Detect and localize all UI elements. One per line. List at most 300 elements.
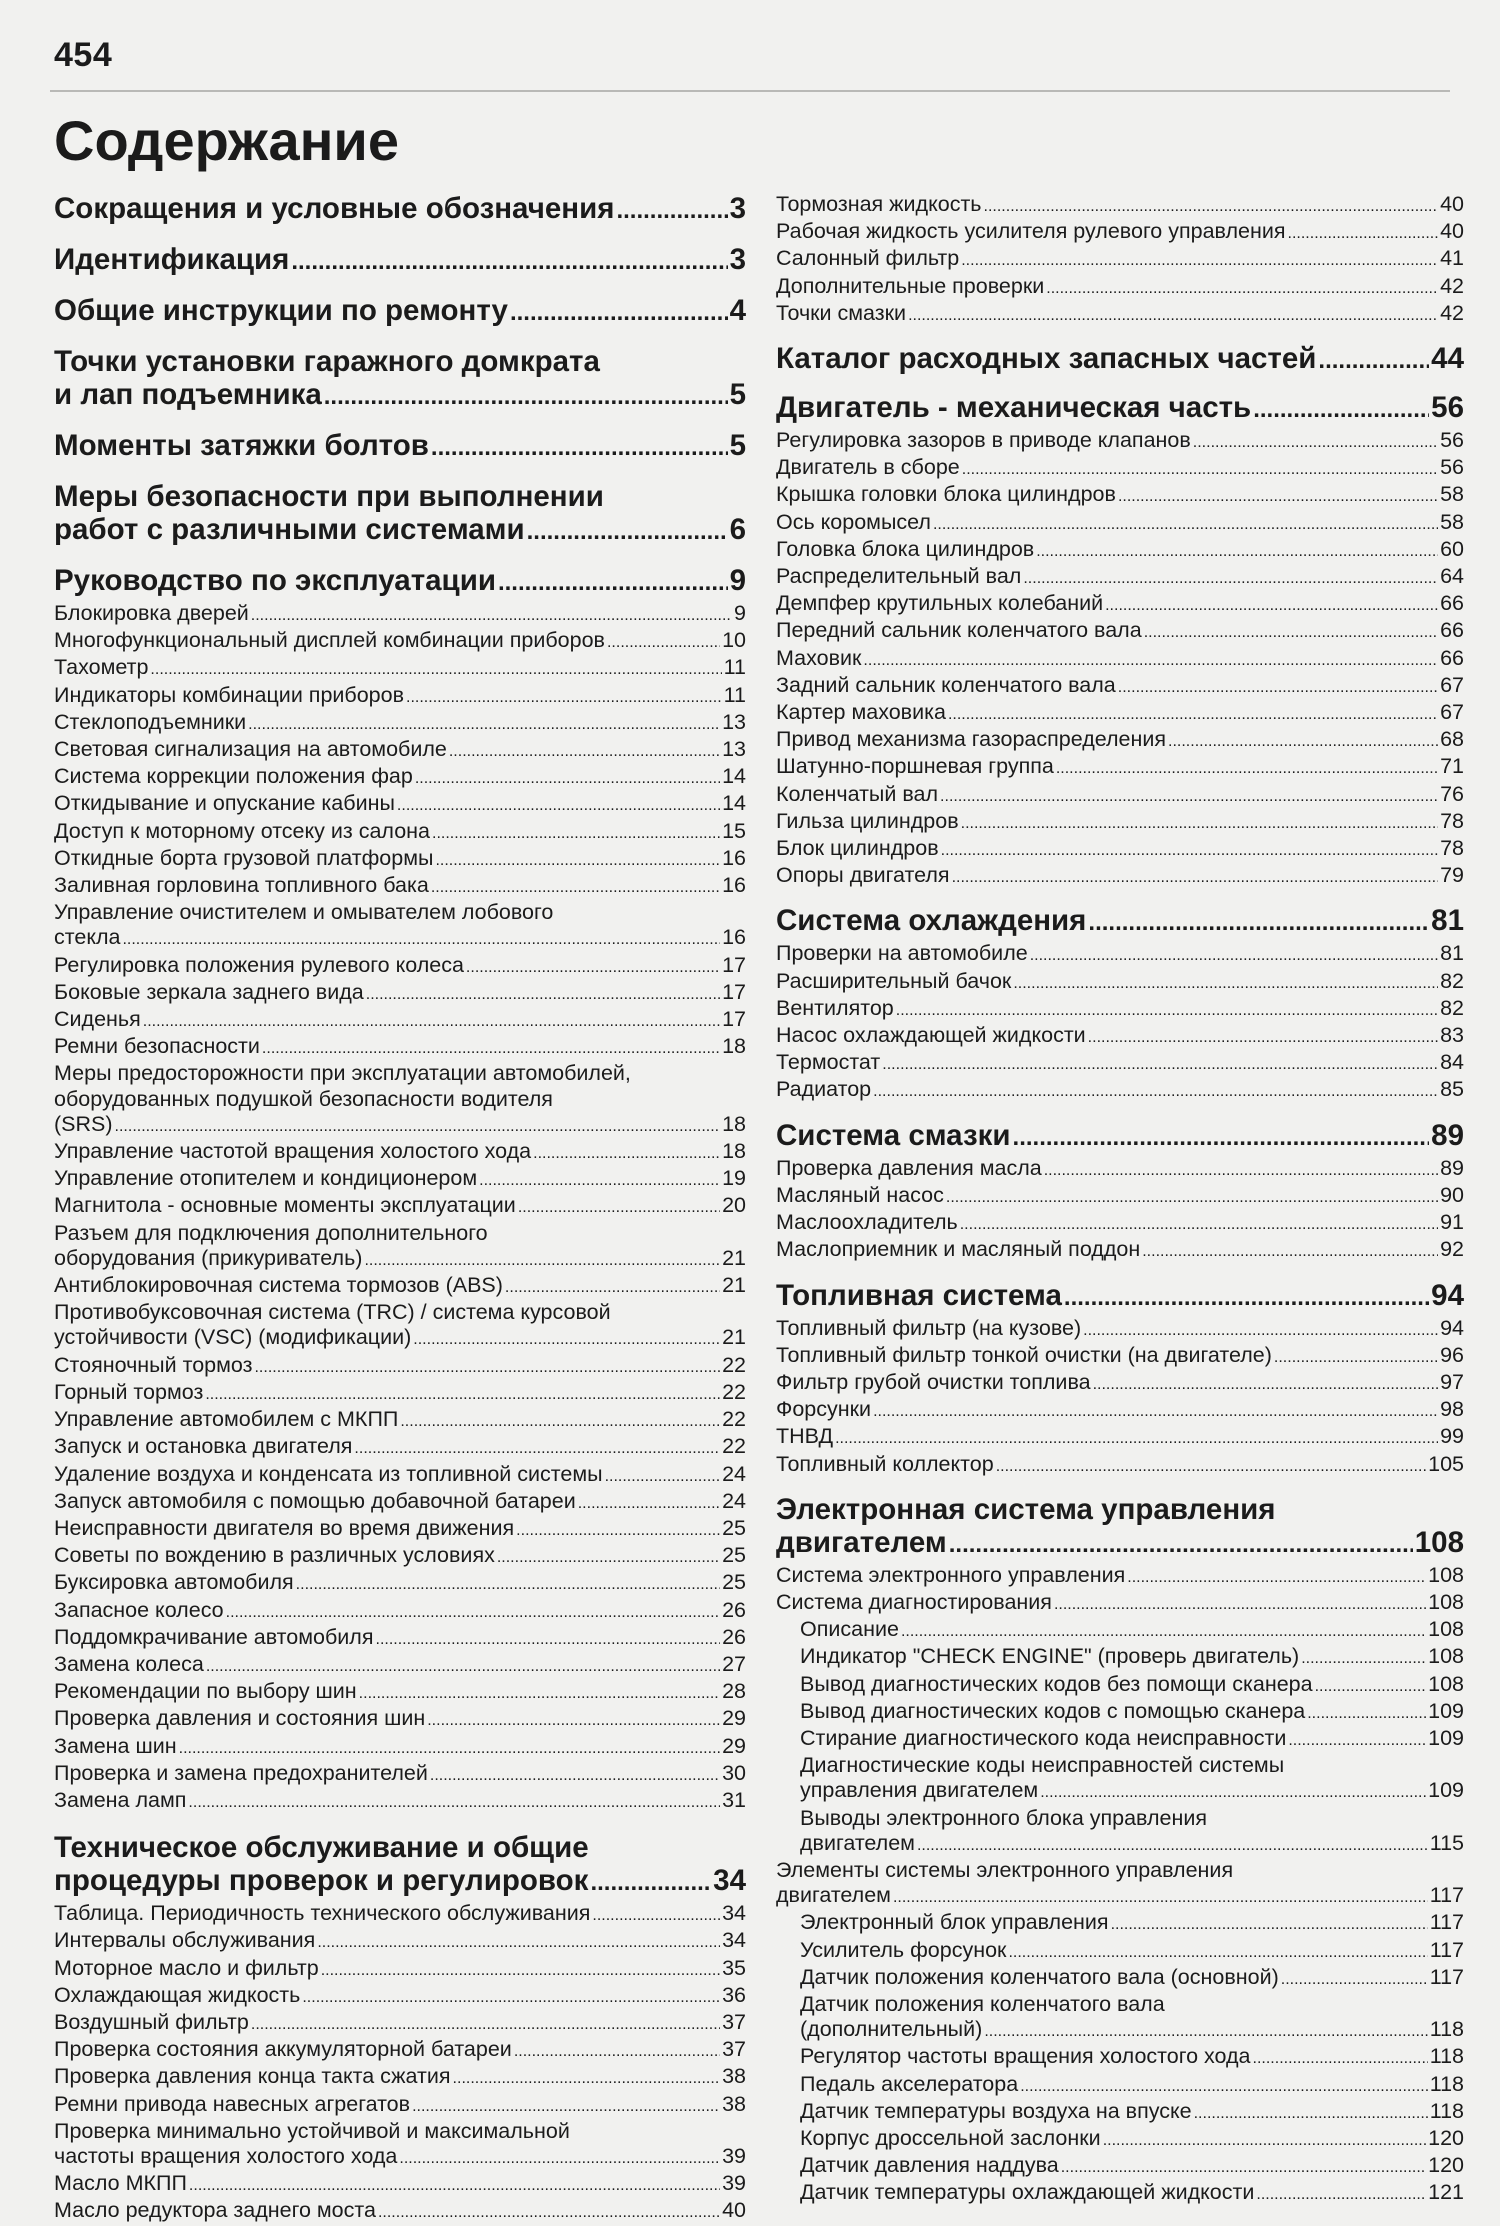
toc-item[interactable] (54, 980, 746, 1007)
toc-item[interactable] (54, 953, 746, 980)
toc-entry-row (54, 953, 746, 980)
toc-entry-row (54, 628, 746, 655)
toc-entry-row (54, 1139, 746, 1166)
toc-subitem[interactable] (776, 1726, 1464, 1753)
dot-leader (1168, 729, 1438, 754)
toc-page-number: 13 (722, 709, 746, 734)
toc-entry-row (54, 1928, 746, 1955)
toc-entry-title: Откидные борта грузовой платформы (54, 845, 434, 870)
toc-item[interactable] (54, 1061, 746, 1139)
dot-leader (251, 2012, 720, 2037)
toc-entry-row (776, 219, 1464, 246)
toc-item[interactable] (54, 1788, 746, 1815)
toc-entry-row (776, 1119, 1464, 1154)
toc-item[interactable] (776, 809, 1464, 836)
toc-entry-row (776, 482, 1464, 509)
toc-entry-row (800, 1965, 1464, 1992)
toc-entry-line: Электронная система управления (776, 1492, 1276, 1526)
toc-page-number: 29 (722, 1706, 746, 1731)
toc-item[interactable] (776, 1050, 1464, 1077)
dot-leader (1020, 2074, 1428, 2099)
dot-leader (1083, 1318, 1438, 1343)
toc-item[interactable] (776, 673, 1464, 700)
toc-entry-row (54, 710, 746, 737)
dot-leader (1194, 2101, 1428, 2126)
toc-item[interactable] (776, 700, 1464, 727)
toc-entry-row (776, 754, 1464, 781)
toc-item[interactable] (54, 683, 746, 710)
dot-leader (412, 2094, 720, 2119)
toc-section[interactable] (776, 1279, 1464, 1314)
toc-entry-title: Тормозная жидкость (776, 192, 982, 216)
toc-item[interactable] (776, 836, 1464, 863)
toc-entry-row (54, 1679, 746, 1706)
toc-subitem[interactable] (776, 1644, 1464, 1671)
toc-item[interactable] (54, 1734, 746, 1761)
toc-subitem[interactable] (776, 2099, 1464, 2126)
toc-item[interactable] (54, 2119, 746, 2171)
toc-entry-row (776, 1526, 1464, 1561)
toc-entry-title: Датчик температуры охлаждающей жидкости (800, 2180, 1255, 2205)
dot-leader (1013, 1121, 1430, 1154)
toc-entry-title: Заливная горловина топливного бака (54, 873, 429, 898)
toc-page-number: 19 (722, 1166, 746, 1191)
toc-entry-row (800, 1726, 1464, 1753)
toc-item[interactable] (54, 1489, 746, 1516)
toc-page-number: 68 (1440, 727, 1464, 752)
toc-item[interactable] (54, 1901, 746, 1928)
toc-entry-title: Привод механизма газораспределения (776, 727, 1167, 752)
toc-section[interactable] (54, 345, 746, 413)
dot-leader (1288, 221, 1439, 246)
toc-section[interactable] (54, 480, 746, 548)
toc-item[interactable] (776, 618, 1464, 645)
toc-item[interactable] (776, 1023, 1464, 1050)
toc-subitem[interactable] (776, 1699, 1464, 1726)
dot-leader (893, 1885, 1428, 1910)
toc-subitem[interactable] (776, 1938, 1464, 1965)
toc-section[interactable] (776, 391, 1464, 426)
toc-item[interactable] (54, 900, 746, 952)
toc-subitem[interactable] (776, 2126, 1464, 2153)
toc-item[interactable] (54, 601, 746, 628)
dot-leader (908, 303, 1438, 328)
toc-entry-row (776, 618, 1464, 645)
toc-item[interactable] (54, 1625, 746, 1652)
dot-leader (397, 793, 720, 818)
toc-entry-title: (дополнительный) (800, 2017, 983, 2042)
toc-item[interactable] (54, 1652, 746, 1679)
toc-entry-title: Проверка состояния аккумуляторной батареи (54, 2037, 512, 2062)
toc-section[interactable] (54, 429, 746, 464)
dot-leader (590, 1866, 711, 1899)
toc-item[interactable] (54, 1679, 746, 1706)
toc-page-number: 56 (1440, 455, 1464, 480)
toc-page-number: 92 (1440, 1237, 1464, 1262)
toc-item[interactable] (54, 846, 746, 873)
toc-entry-title: Воздушный фильтр (54, 2009, 249, 2034)
dot-leader (1013, 971, 1438, 996)
toc-item[interactable] (776, 727, 1464, 754)
toc-entry-row (54, 1166, 746, 1193)
toc-entry-title: Управление отопителем и кондиционером (54, 1166, 478, 1191)
dot-leader (578, 1491, 720, 1516)
toc-item[interactable] (776, 1156, 1464, 1183)
toc-entry-row (776, 591, 1464, 618)
dot-leader (835, 1426, 1438, 1451)
toc-item[interactable] (776, 564, 1464, 591)
toc-entry-title: Проверка и замена предохранителей (54, 1760, 428, 1785)
toc-entry-row (54, 1956, 746, 1983)
dot-leader (143, 1009, 720, 1034)
toc-item[interactable] (54, 1570, 746, 1597)
toc-subitem[interactable] (776, 2153, 1464, 2180)
toc-column-right (776, 192, 1464, 2208)
toc-item[interactable] (54, 1462, 746, 1489)
toc-page-number: 28 (722, 1679, 746, 1704)
toc-item[interactable] (776, 428, 1464, 455)
toc-entry-row (54, 1734, 746, 1761)
toc-entry-title: Запуск и остановка двигателя (54, 1434, 353, 1459)
toc-item[interactable] (776, 219, 1464, 246)
toc-entry-row (776, 1183, 1464, 1210)
toc-item[interactable] (776, 1210, 1464, 1237)
toc-entry-title: Идентификация (54, 243, 290, 276)
toc-item[interactable] (54, 710, 746, 737)
dot-leader (917, 1833, 1428, 1858)
toc-entry-title: Каталог расходных запасных частей (776, 342, 1317, 376)
toc-page-number: 117 (1429, 1910, 1464, 1935)
toc-page-number: 108 (1428, 1644, 1464, 1669)
toc-subitem[interactable] (776, 1617, 1464, 1644)
toc-entry-title: Таблица. Периодичность технического обслуживания (54, 1901, 591, 1926)
toc-entry-title: двигателем (800, 1830, 915, 1855)
toc-page-number: 38 (722, 2091, 746, 2116)
toc-page-number: 58 (1440, 509, 1464, 534)
toc-entry-title: Замена ламп (54, 1787, 187, 1812)
toc-section[interactable] (54, 564, 746, 599)
toc-item[interactable] (776, 1183, 1464, 1210)
toc-page-number: 94 (1431, 1278, 1464, 1312)
toc-page-number: 117 (1429, 1937, 1464, 1962)
toc-page-number: 83 (1440, 1023, 1464, 1048)
toc-section[interactable] (54, 243, 746, 278)
toc-page-number: 26 (722, 1624, 746, 1649)
toc-entry-line: Диагностические коды неисправностей системы (800, 1753, 1285, 1778)
toc-entry-title: Запуск автомобиля с помощью добавочной батареи (54, 1488, 576, 1513)
toc-entry-row (776, 1397, 1464, 1424)
toc-entry-row (54, 1325, 746, 1352)
toc-entry-title: Проверка давления и состояния шин (54, 1706, 426, 1731)
toc-item[interactable] (776, 1316, 1464, 1343)
toc-page-number: 6 (729, 513, 746, 546)
toc-entry-title: Индикатор "CHECK ENGINE" (проверь двигатель) (800, 1644, 1300, 1669)
toc-page-number: 66 (1440, 591, 1464, 616)
toc-entry-row (800, 2044, 1464, 2071)
toc-entry-row (54, 873, 746, 900)
toc-item[interactable] (54, 1543, 746, 1570)
toc-entry-row (54, 1193, 746, 1220)
toc-item[interactable] (776, 1590, 1464, 1617)
dot-leader (262, 1036, 720, 1061)
toc-entry-line: Элементы системы электронного управления (776, 1857, 1234, 1882)
toc-entry-title: Двигатель - механическая часть (776, 391, 1252, 425)
toc-item[interactable] (54, 1516, 746, 1543)
toc-item[interactable] (776, 782, 1464, 809)
toc-section[interactable] (776, 904, 1464, 939)
toc-entry-title: Датчик положения коленчатого вала (основной) (800, 1964, 1279, 1989)
dot-leader (527, 515, 728, 548)
toc-item[interactable] (54, 1956, 746, 1983)
toc-item[interactable] (54, 791, 746, 818)
toc-entry-row (54, 1489, 746, 1516)
toc-item[interactable] (54, 2037, 746, 2064)
toc-item[interactable] (54, 1300, 746, 1352)
toc-item[interactable] (54, 2198, 746, 2225)
toc-item[interactable] (54, 873, 746, 900)
toc-entry-row (776, 1452, 1464, 1479)
toc-page-number: 78 (1440, 808, 1464, 833)
dot-leader (431, 431, 728, 464)
toc-page-number: 16 (722, 873, 746, 898)
toc-item[interactable] (776, 863, 1464, 890)
toc-item[interactable] (776, 941, 1464, 968)
toc-entry-title: Неисправности двигателя во время движения (54, 1515, 515, 1540)
toc-entry-title: Антиблокировочная система тормозов (ABS) (54, 1273, 503, 1298)
dot-leader (479, 1168, 720, 1193)
toc-item[interactable] (776, 754, 1464, 781)
toc-item[interactable] (776, 192, 1464, 219)
toc-item[interactable] (54, 1353, 746, 1380)
toc-section[interactable] (776, 1493, 1464, 1561)
toc-page-number: 17 (722, 952, 746, 977)
toc-section[interactable] (776, 1119, 1464, 1154)
toc-item[interactable] (54, 737, 746, 764)
toc-entry-title: Система диагностирования (776, 1589, 1052, 1614)
toc-item[interactable] (776, 591, 1464, 618)
toc-entry-title: ТНВД (776, 1424, 834, 1449)
dot-leader (188, 1790, 720, 1815)
toc-entry-title: Педаль акселератора (800, 2071, 1019, 2096)
toc-entry-row (54, 601, 746, 628)
toc-entry-title: Рабочая жидкость усилителя рулевого управления (776, 219, 1286, 244)
toc-item[interactable] (54, 1598, 746, 1625)
toc-page-number: 10 (722, 628, 746, 653)
toc-entry-line: Меры предосторожности при эксплуатации автомобилей, (54, 1061, 631, 1086)
toc-entry-title: Управление автомобилем с МКПП (54, 1407, 399, 1432)
toc-page-number: 34 (722, 1901, 746, 1926)
toc-item[interactable] (54, 1706, 746, 1733)
dot-leader (415, 766, 720, 791)
toc-item[interactable] (776, 1343, 1464, 1370)
toc-entry-title: Руководство по эксплуатации (54, 564, 496, 597)
toc-item[interactable] (54, 1407, 746, 1434)
toc-page-number: 36 (722, 1982, 746, 2007)
toc-item[interactable] (776, 1452, 1464, 1479)
toc-item[interactable] (776, 482, 1464, 509)
dot-leader (1111, 1912, 1428, 1937)
toc-item[interactable] (54, 764, 746, 791)
toc-section[interactable] (776, 342, 1464, 377)
toc-item[interactable] (776, 274, 1464, 301)
toc-item[interactable] (776, 1858, 1464, 1910)
dot-leader (605, 1464, 721, 1489)
toc-page-number: 85 (1440, 1077, 1464, 1102)
toc-item[interactable] (54, 655, 746, 682)
toc-page-number: 22 (722, 1407, 746, 1432)
toc-item[interactable] (54, 1221, 746, 1273)
toc-item[interactable] (54, 628, 746, 655)
toc-subitem[interactable] (776, 1992, 1464, 2044)
toc-entry-row (54, 1273, 746, 1300)
toc-subitem[interactable] (776, 2180, 1464, 2207)
toc-subitem[interactable] (776, 1672, 1464, 1699)
toc-page-number: 34 (722, 1928, 746, 1953)
toc-page-number: 118 (1429, 2071, 1464, 2096)
toc-entry-title: и лап подъемника (54, 378, 322, 411)
toc-subitem[interactable] (776, 1910, 1464, 1937)
toc-page-number: 14 (722, 791, 746, 816)
toc-item[interactable] (776, 510, 1464, 537)
toc-page-number: 89 (1431, 1118, 1464, 1152)
toc-page-number: 14 (722, 764, 746, 789)
toc-entry-title: Описание (800, 1617, 899, 1642)
toc-entry-line: Техническое обслуживание и общие (54, 1831, 589, 1865)
toc-item[interactable] (54, 1007, 746, 1034)
toc-item[interactable] (54, 1761, 746, 1788)
toc-item[interactable] (54, 1193, 746, 1220)
toc-item[interactable] (54, 1380, 746, 1407)
toc-item[interactable] (776, 1424, 1464, 1451)
dot-leader (1253, 393, 1429, 426)
toc-page-number: 82 (1440, 968, 1464, 993)
toc-entry-title: Усилитель форсунок (800, 1937, 1007, 1962)
dot-leader (1118, 484, 1438, 509)
toc-entry-title: процедуры проверок и регулировок (54, 1864, 589, 1898)
dot-leader (962, 457, 1438, 482)
toc-item[interactable] (54, 1983, 746, 2010)
toc-page-number: 67 (1440, 672, 1464, 697)
dot-leader (1127, 1565, 1426, 1590)
dot-leader (1054, 1592, 1426, 1617)
toc-item[interactable] (54, 2064, 746, 2091)
toc-entry-title: Моменты затяжки болтов (54, 429, 429, 462)
toc-entry-row (776, 564, 1464, 591)
dot-leader (1103, 2128, 1426, 2153)
toc-entry-title: Ремни безопасности (54, 1034, 260, 1059)
toc-entry-row (54, 655, 746, 682)
toc-item[interactable] (54, 1166, 746, 1193)
toc-entry-row (800, 2017, 1464, 2044)
toc-item[interactable] (54, 1273, 746, 1300)
toc-entry-title: Опоры двигателя (776, 863, 950, 888)
toc-entry-title: (SRS) (54, 1111, 113, 1136)
toc-item[interactable] (776, 246, 1464, 273)
toc-item[interactable] (776, 1397, 1464, 1424)
dot-leader (296, 1572, 720, 1597)
toc-page-number: 109 (1428, 1778, 1464, 1803)
toc-subitem[interactable] (776, 1806, 1464, 1858)
toc-subitem[interactable] (776, 2044, 1464, 2071)
dot-leader (453, 2066, 721, 2091)
toc-item[interactable] (54, 2171, 746, 2198)
toc-item[interactable] (776, 455, 1464, 482)
toc-item[interactable] (776, 1237, 1464, 1264)
dot-leader (1064, 1281, 1429, 1314)
toc-entry-title: Головка блока цилиндров (776, 536, 1035, 561)
toc-page-number: 56 (1440, 428, 1464, 453)
toc-item[interactable] (776, 1370, 1464, 1397)
dot-leader (364, 1248, 720, 1273)
toc-page-number: 71 (1440, 754, 1464, 779)
toc-item[interactable] (54, 1034, 746, 1061)
dot-leader (324, 380, 728, 413)
toc-entry-title: Откидывание и опускание кабины (54, 791, 395, 816)
toc-entry-row (776, 1370, 1464, 1397)
toc-item[interactable] (54, 1139, 746, 1166)
toc-entry-row (776, 1210, 1464, 1237)
toc-page-number: 84 (1440, 1050, 1464, 1075)
dot-leader (1142, 1239, 1438, 1264)
toc-entry-row (54, 1864, 746, 1899)
toc-item[interactable] (776, 301, 1464, 328)
toc-subitem[interactable] (776, 1753, 1464, 1805)
toc-entry-title: Блокировка дверей (54, 601, 249, 625)
toc-page-number: 11 (723, 655, 746, 680)
toc-item[interactable] (54, 819, 746, 846)
toc-page-number: 94 (1440, 1315, 1464, 1340)
toc-subitem[interactable] (776, 1965, 1464, 1992)
toc-item[interactable] (54, 1434, 746, 1461)
toc-section[interactable] (54, 294, 746, 329)
toc-entry-row (800, 1699, 1464, 1726)
toc-item[interactable] (776, 1077, 1464, 1104)
dot-leader (1256, 2182, 1426, 2207)
toc-page-number: 118 (1429, 2098, 1464, 2123)
dot-leader (607, 630, 720, 655)
toc-section[interactable] (54, 1831, 746, 1899)
toc-item[interactable] (54, 1928, 746, 1955)
toc-entry-row (54, 513, 746, 548)
toc-entry-title: Охлаждающая жидкость (54, 1982, 301, 2007)
toc-page-number: 21 (722, 1273, 746, 1298)
toc-page-number: 108 (1428, 1671, 1464, 1696)
toc-item[interactable] (776, 996, 1464, 1023)
header-rule (50, 90, 1450, 92)
toc-page-number: 118 (1429, 2017, 1464, 2042)
toc-page-number: 60 (1440, 536, 1464, 561)
toc-entry-row (776, 192, 1464, 219)
toc-entry-row (800, 2072, 1464, 2099)
toc-page-number: 66 (1440, 618, 1464, 643)
toc-entry-row (800, 1617, 1464, 1644)
toc-section[interactable] (54, 192, 746, 227)
toc-page-number: 3 (729, 243, 746, 276)
dot-leader (940, 784, 1438, 809)
toc-subitem[interactable] (776, 2072, 1464, 2099)
toc-item[interactable] (54, 2092, 746, 2119)
toc-entry-row (776, 301, 1464, 328)
toc-page-number: 64 (1440, 564, 1464, 589)
toc-entry-title: работ с различными системами (54, 513, 525, 546)
toc-entry-line: оборудованных подушкой безопасности водителя (54, 1086, 553, 1111)
toc-item[interactable] (54, 2010, 746, 2037)
toc-item[interactable] (776, 1563, 1464, 1590)
toc-item[interactable] (776, 537, 1464, 564)
toc-page-number: 108 (1428, 1562, 1464, 1587)
toc-item[interactable] (776, 646, 1464, 673)
toc-item[interactable] (776, 969, 1464, 996)
